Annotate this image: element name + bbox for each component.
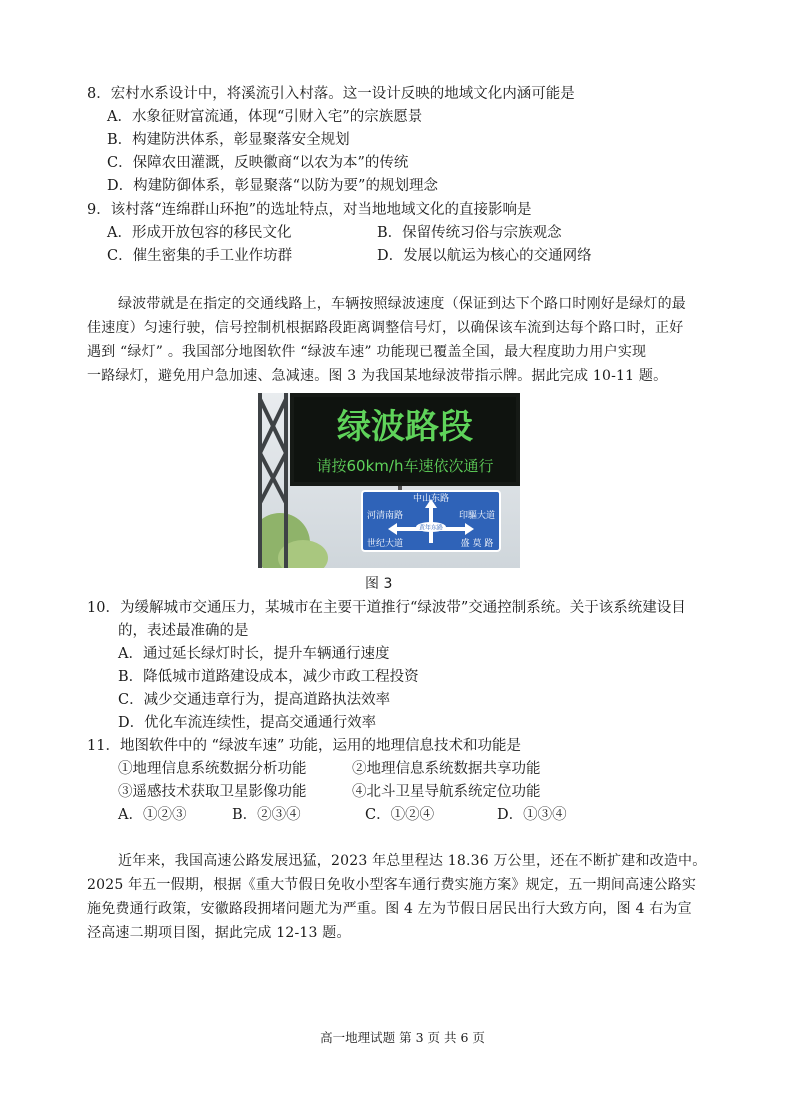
q11-item-2: ②地理信息系统数据共享功能	[352, 761, 541, 777]
q8-option-b: B．构建防洪体系，彰显聚落安全规划	[107, 132, 350, 148]
sign-top-road: 中山东路	[412, 494, 450, 504]
passage1-line4: 一路绿灯，避免用户急加速、急减速。图 3 为我国某地绿波带指示牌。据此完成 10-11 题。	[87, 368, 668, 384]
sign-left-road: 河清南路	[366, 511, 404, 521]
q11-option-d: D．①③④	[497, 807, 567, 823]
q9-option-c: C．催生密集的手工业作坊群	[107, 248, 293, 264]
q11-option-c: C．①②④	[365, 807, 435, 823]
sign-bottom-left-road: 世纪大道	[366, 539, 404, 549]
passage2-line2: 2025 年五一假期，根据《重大节假日免收小型客车通行费实施方案》规定，五一期间高速公路实	[87, 877, 697, 893]
q10-stem-line1: 10．为缓解城市交通压力，某城市在主要干道推行“绿波带”交通控制系统。关于该系统建设目	[87, 600, 686, 616]
passage2-line4: 泾高速二期项目图，据此完成 12-13 题。	[87, 925, 351, 941]
sign-right-road: 印驅大道	[458, 511, 496, 521]
q10-option-b: B．降低城市道路建设成本，减少市政工程投资	[118, 669, 419, 685]
q10-option-d: D．优化车流连续性，提高交通通行效率	[118, 715, 377, 731]
led-title: 绿波路段	[337, 407, 473, 447]
figure-3-photo	[258, 393, 520, 568]
q11-stem: 11．地图软件中的 “绿波车速” 功能，运用的地理信息技术和功能是	[87, 738, 521, 754]
q8-option-c: C．保障农田灌溉，反映徽商“以农为本”的传统	[107, 155, 409, 171]
q9-option-b: B．保留传统习俗与宗族观念	[377, 225, 562, 241]
q8-option-a: A．水象征财富流通，体现“引财入宅”的宗族愿景	[107, 109, 423, 125]
q11-item-4: ④北斗卫星导航系统定位功能	[352, 784, 541, 800]
q10-option-c: C．减少交通违章行为，提高道路执法效率	[118, 692, 391, 708]
led-subtitle: 请按60km/h车速依次通行	[316, 457, 494, 475]
passage2-line3: 施免费通行政策，安徽路段拥堵问题尤为严重。图 4 左为节假日居民出行大致方向，图 4 右为宣	[87, 901, 692, 917]
sign-bottom-right-road: 盛 莫 路	[460, 539, 494, 549]
figure-3-caption: 图 3	[365, 576, 393, 592]
q8-stem: 8．宏村水系设计中，将溪流引入村落。这一设计反映的地域文化内涵可能是	[87, 86, 575, 102]
q11-option-b: B．②③④	[232, 807, 301, 823]
direction-sign	[362, 491, 500, 551]
q9-option-a: A．形成开放包容的移民文化	[107, 225, 292, 241]
q9-stem: 9．该村落“连绵群山环抱”的选址特点，对当地地域文化的直接影响是	[87, 202, 532, 218]
q9-option-d: D．发展以航运为核心的交通网络	[377, 248, 592, 264]
q11-item-3: ③遥感技术获取卫星影像功能	[118, 784, 307, 800]
q11-item-1: ①地理信息系统数据分析功能	[118, 761, 307, 777]
sign-center-road: 黄年东路	[418, 524, 444, 532]
page-footer: 高一地理试题 第 3 页 共 6 页	[320, 1030, 485, 1045]
passage1-line3: 遇到 “绿灯” 。我国部分地图软件 “绿波车速” 功能现已覆盖全国，最大程度助力用户实现	[87, 344, 647, 360]
passage1-line2: 佳速度）匀速行驶，信号控制机根据路段距离调整信号灯，以确保该车流到达每个路口时，正好	[87, 320, 684, 336]
q11-option-a: A．①②③	[118, 807, 187, 823]
q8-option-d: D．构建防御体系，彰显聚落“以防为要”的规划理念	[107, 178, 438, 194]
q10-stem-line2: 的，表述最准确的是	[118, 623, 249, 639]
q10-option-a: A．通过延长绿灯时长，提升车辆通行速度	[118, 646, 390, 662]
passage1-line1: 绿波带就是在指定的交通线路上，车辆按照绿波速度（保证到达下个路口时刚好是绿灯的最	[118, 296, 686, 312]
passage2-line1: 近年来，我国高速公路发展迅猛，2023 年总里程达 18.36 万公里，还在不断扩建和改造中。	[118, 853, 707, 869]
